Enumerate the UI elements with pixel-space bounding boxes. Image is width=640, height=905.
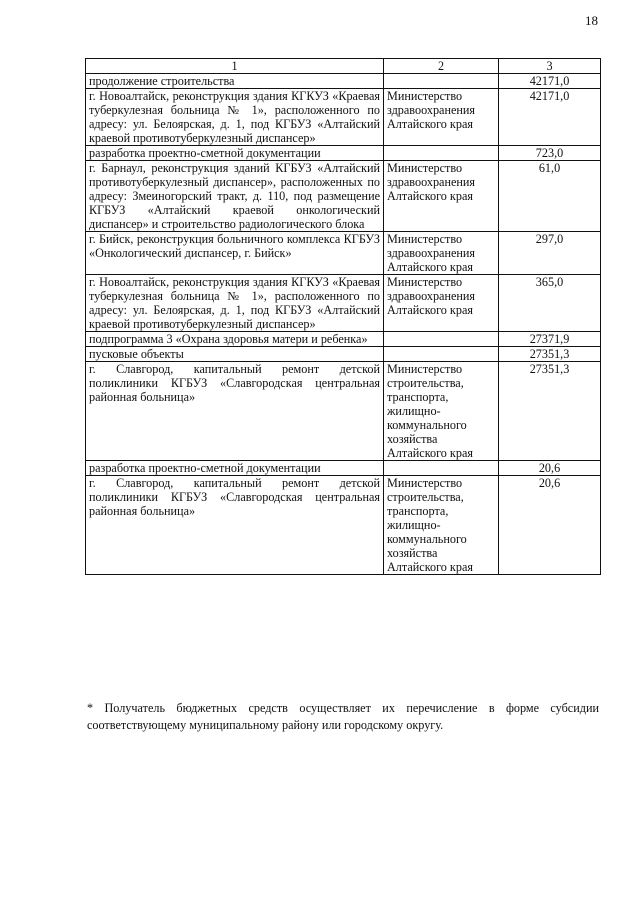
table-row: [86, 461, 601, 476]
row-recipient: Министерство строительства, транспорта, жилищно-коммунального хозяйства Алтайского края: [384, 476, 499, 575]
row-recipient: [384, 461, 499, 476]
row-amount: 723,0: [499, 146, 601, 161]
column-header: 3: [499, 59, 601, 74]
row-amount: 297,0: [499, 232, 601, 275]
row-recipient: Министерство строительства, транспорта, жилищно-коммунального хозяйства Алтайского края: [384, 362, 499, 461]
row-description: г. Новоалтайск, реконструкция здания КГКУЗ «Краевая туберкулезная больница № 1», расположенного по адресу: ул. Белоярская, д. 1, под КГБУЗ «Алтайский краевой противотуберкулезный диспансер»: [86, 89, 384, 146]
row-recipient: Министерство здравоохранения Алтайского края: [384, 232, 499, 275]
row-description: г. Славгород, капитальный ремонт детской поликлиники КГБУЗ «Славгородская центральная районная больница»: [86, 476, 384, 575]
table-row: [86, 332, 601, 347]
row-description: продолжение строительства: [86, 74, 384, 89]
row-recipient: [384, 332, 499, 347]
page-number: 18: [585, 13, 598, 28]
row-amount: 27351,3: [499, 347, 601, 362]
budget-table: [85, 58, 601, 575]
row-amount: 27371,9: [499, 332, 601, 347]
row-amount: 20,6: [499, 476, 601, 575]
table-row: [86, 74, 601, 89]
row-description: г. Новоалтайск, реконструкция здания КГКУЗ «Краевая туберкулезная больница № 1», расположенного по адресу: ул. Белоярская, д. 1, под КГБУЗ «Алтайский краевой противотуберкулезный диспансер»: [86, 275, 384, 332]
row-recipient: [384, 146, 499, 161]
row-description: г. Бийск, реконструкция больничного комплекса КГБУЗ «Онкологический диспансер, г. Бийск»: [86, 232, 384, 275]
column-header: 1: [86, 59, 384, 74]
table-row: [86, 161, 601, 232]
table-header-row: [86, 59, 601, 74]
table-row: [86, 347, 601, 362]
row-description: разработка проектно-сметной документации: [86, 146, 384, 161]
row-recipient: [384, 74, 499, 89]
column-header: 2: [384, 59, 499, 74]
row-recipient: Министерство здравоохранения Алтайского края: [384, 275, 499, 332]
row-description: разработка проектно-сметной документации: [86, 461, 384, 476]
row-amount: 42171,0: [499, 74, 601, 89]
table-row: [86, 146, 601, 161]
row-recipient: Министерство здравоохранения Алтайского края: [384, 89, 499, 146]
row-description: пусковые объекты: [86, 347, 384, 362]
table-row: [86, 275, 601, 332]
table-row: [86, 362, 601, 461]
row-amount: 61,0: [499, 161, 601, 232]
row-amount: 365,0: [499, 275, 601, 332]
row-description: г. Славгород, капитальный ремонт детской поликлиники КГБУЗ «Славгородская центральная районная больница»: [86, 362, 384, 461]
row-recipient: [384, 347, 499, 362]
table-row: [86, 476, 601, 575]
row-amount: 42171,0: [499, 89, 601, 146]
table-row: [86, 89, 601, 146]
row-description: г. Барнаул, реконструкция зданий КГБУЗ «Алтайский противотуберкулезный диспансер», расположенных по адресу: Змеиногорский тракт, д. 110, под размещение КГБУЗ «Алтайский краевой онкологический диспансер» и строительство радиологического блока: [86, 161, 384, 232]
row-recipient: Министерство здравоохранения Алтайского края: [384, 161, 499, 232]
row-amount: 27351,3: [499, 362, 601, 461]
footnote: * Получатель бюджетных средств осуществляет их перечисление в форме субсидии соответствующему муниципальному району или городскому округу.: [87, 701, 599, 732]
table-row: [86, 232, 601, 275]
row-description: подпрограмма 3 «Охрана здоровья матери и ребенка»: [86, 332, 384, 347]
row-amount: 20,6: [499, 461, 601, 476]
